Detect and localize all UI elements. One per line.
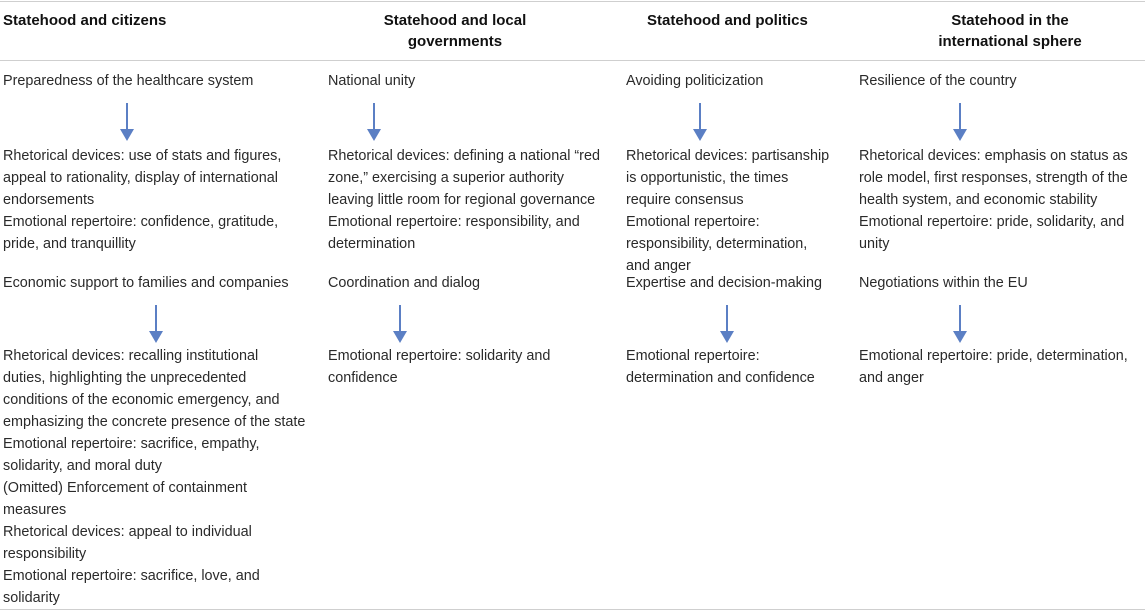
detail-line: Emotional repertoire: pride, determination, [859, 348, 1128, 364]
column-header-international [910, 10, 1110, 52]
topic-cell [626, 70, 763, 92]
header-line: governments [407, 33, 503, 50]
arrow-down-icon [720, 305, 734, 343]
topic-line: Negotiations within the EU [859, 275, 1028, 291]
topic-line: National unity [328, 73, 416, 89]
top-rule [0, 1, 1145, 2]
details-cell [3, 345, 305, 609]
details-cell [626, 345, 815, 389]
topic-line: Preparedness of the healthcare system [3, 73, 254, 89]
detail-line: responsibility [3, 546, 87, 562]
detail-line: is opportunistic, the times [626, 170, 789, 186]
detail-line: Emotional repertoire: responsibility, and [328, 214, 580, 230]
topic-cell [328, 70, 415, 92]
topic-cell [626, 272, 822, 294]
detail-line: Emotional repertoire: sacrifice, empathy, [3, 436, 260, 452]
topic-line: Avoiding politicization [626, 73, 764, 89]
topic-cell [328, 272, 480, 294]
arrow-down-icon [120, 103, 134, 141]
topic-cell [859, 70, 1017, 92]
details-cell [859, 145, 1128, 255]
topic-line: Coordination and dialog [328, 275, 481, 291]
column-header-citizens [3, 10, 303, 31]
detail-line: conditions of the economic emergency, and [3, 392, 280, 408]
header-line: international sphere [938, 33, 1082, 50]
arrow-down-icon [367, 103, 381, 141]
bottom-rule [0, 609, 1145, 610]
detail-line: Emotional repertoire: pride, solidarity, and [859, 214, 1125, 230]
detail-line: determination [328, 236, 416, 252]
detail-line: Rhetorical devices: appeal to individual [3, 524, 252, 540]
header-line: Statehood and local [383, 12, 527, 29]
arrow-down-icon [953, 305, 967, 343]
header-line: Statehood and politics [647, 12, 808, 29]
detail-line: Rhetorical devices: use of stats and figures, [3, 148, 282, 164]
detail-line: solidarity [3, 590, 60, 606]
details-cell [626, 145, 829, 277]
arrow-down-icon [393, 305, 407, 343]
detail-line: Emotional repertoire: sacrifice, love, and [3, 568, 260, 584]
header-rule [0, 60, 1145, 61]
detail-line: leaving little room for regional governance [328, 192, 596, 208]
detail-line: Rhetorical devices: defining a national “red [328, 148, 600, 164]
detail-line: Emotional repertoire: [626, 214, 760, 230]
detail-line: Emotional repertoire: confidence, gratitude, [3, 214, 279, 230]
detail-line: pride, and tranquillity [3, 236, 136, 252]
topic-line: Economic support to families and companies [3, 275, 289, 291]
details-cell [328, 345, 550, 389]
detail-line: Rhetorical devices: emphasis on status as [859, 148, 1128, 164]
detail-line: Emotional repertoire: [626, 348, 760, 364]
detail-line: (Omitted) Enforcement of containment [3, 480, 247, 496]
detail-line: endorsements [3, 192, 95, 208]
arrow-down-icon [953, 103, 967, 141]
detail-line: Rhetorical devices: recalling institutional [3, 348, 259, 364]
column-header-local-governments [360, 10, 550, 52]
topic-line: Resilience of the country [859, 73, 1017, 89]
header-line: Statehood and citizens [3, 12, 167, 29]
topic-cell [3, 272, 289, 294]
detail-line: emphasizing the concrete presence of the state [3, 414, 306, 430]
details-cell [3, 145, 281, 255]
detail-line: unity [859, 236, 890, 252]
detail-line: Rhetorical devices: partisanship [626, 148, 830, 164]
detail-line: Emotional repertoire: solidarity and [328, 348, 551, 364]
details-cell [328, 145, 600, 255]
column-header-politics [647, 10, 847, 31]
topic-cell [3, 70, 253, 92]
arrow-down-icon [693, 103, 707, 141]
detail-line: and anger [859, 370, 924, 386]
detail-line: and anger [626, 258, 691, 274]
detail-line: health system, and economic stability [859, 192, 1098, 208]
arrow-down-icon [149, 305, 163, 343]
details-cell [859, 345, 1128, 389]
header-line: Statehood in the [951, 12, 1069, 29]
detail-line: appeal to rationality, display of international [3, 170, 278, 186]
detail-line: zone,” exercising a superior authority [328, 170, 564, 186]
detail-line: determination and confidence [626, 370, 815, 386]
detail-line: responsibility, determination, [626, 236, 808, 252]
detail-line: duties, highlighting the unprecedented [3, 370, 247, 386]
detail-line: solidarity, and moral duty [3, 458, 162, 474]
topic-line: Expertise and decision-making [626, 275, 822, 291]
detail-line: confidence [328, 370, 398, 386]
topic-cell [859, 272, 1028, 294]
detail-line: require consensus [626, 192, 744, 208]
detail-line: measures [3, 502, 67, 518]
detail-line: role model, first responses, strength of the [859, 170, 1128, 186]
